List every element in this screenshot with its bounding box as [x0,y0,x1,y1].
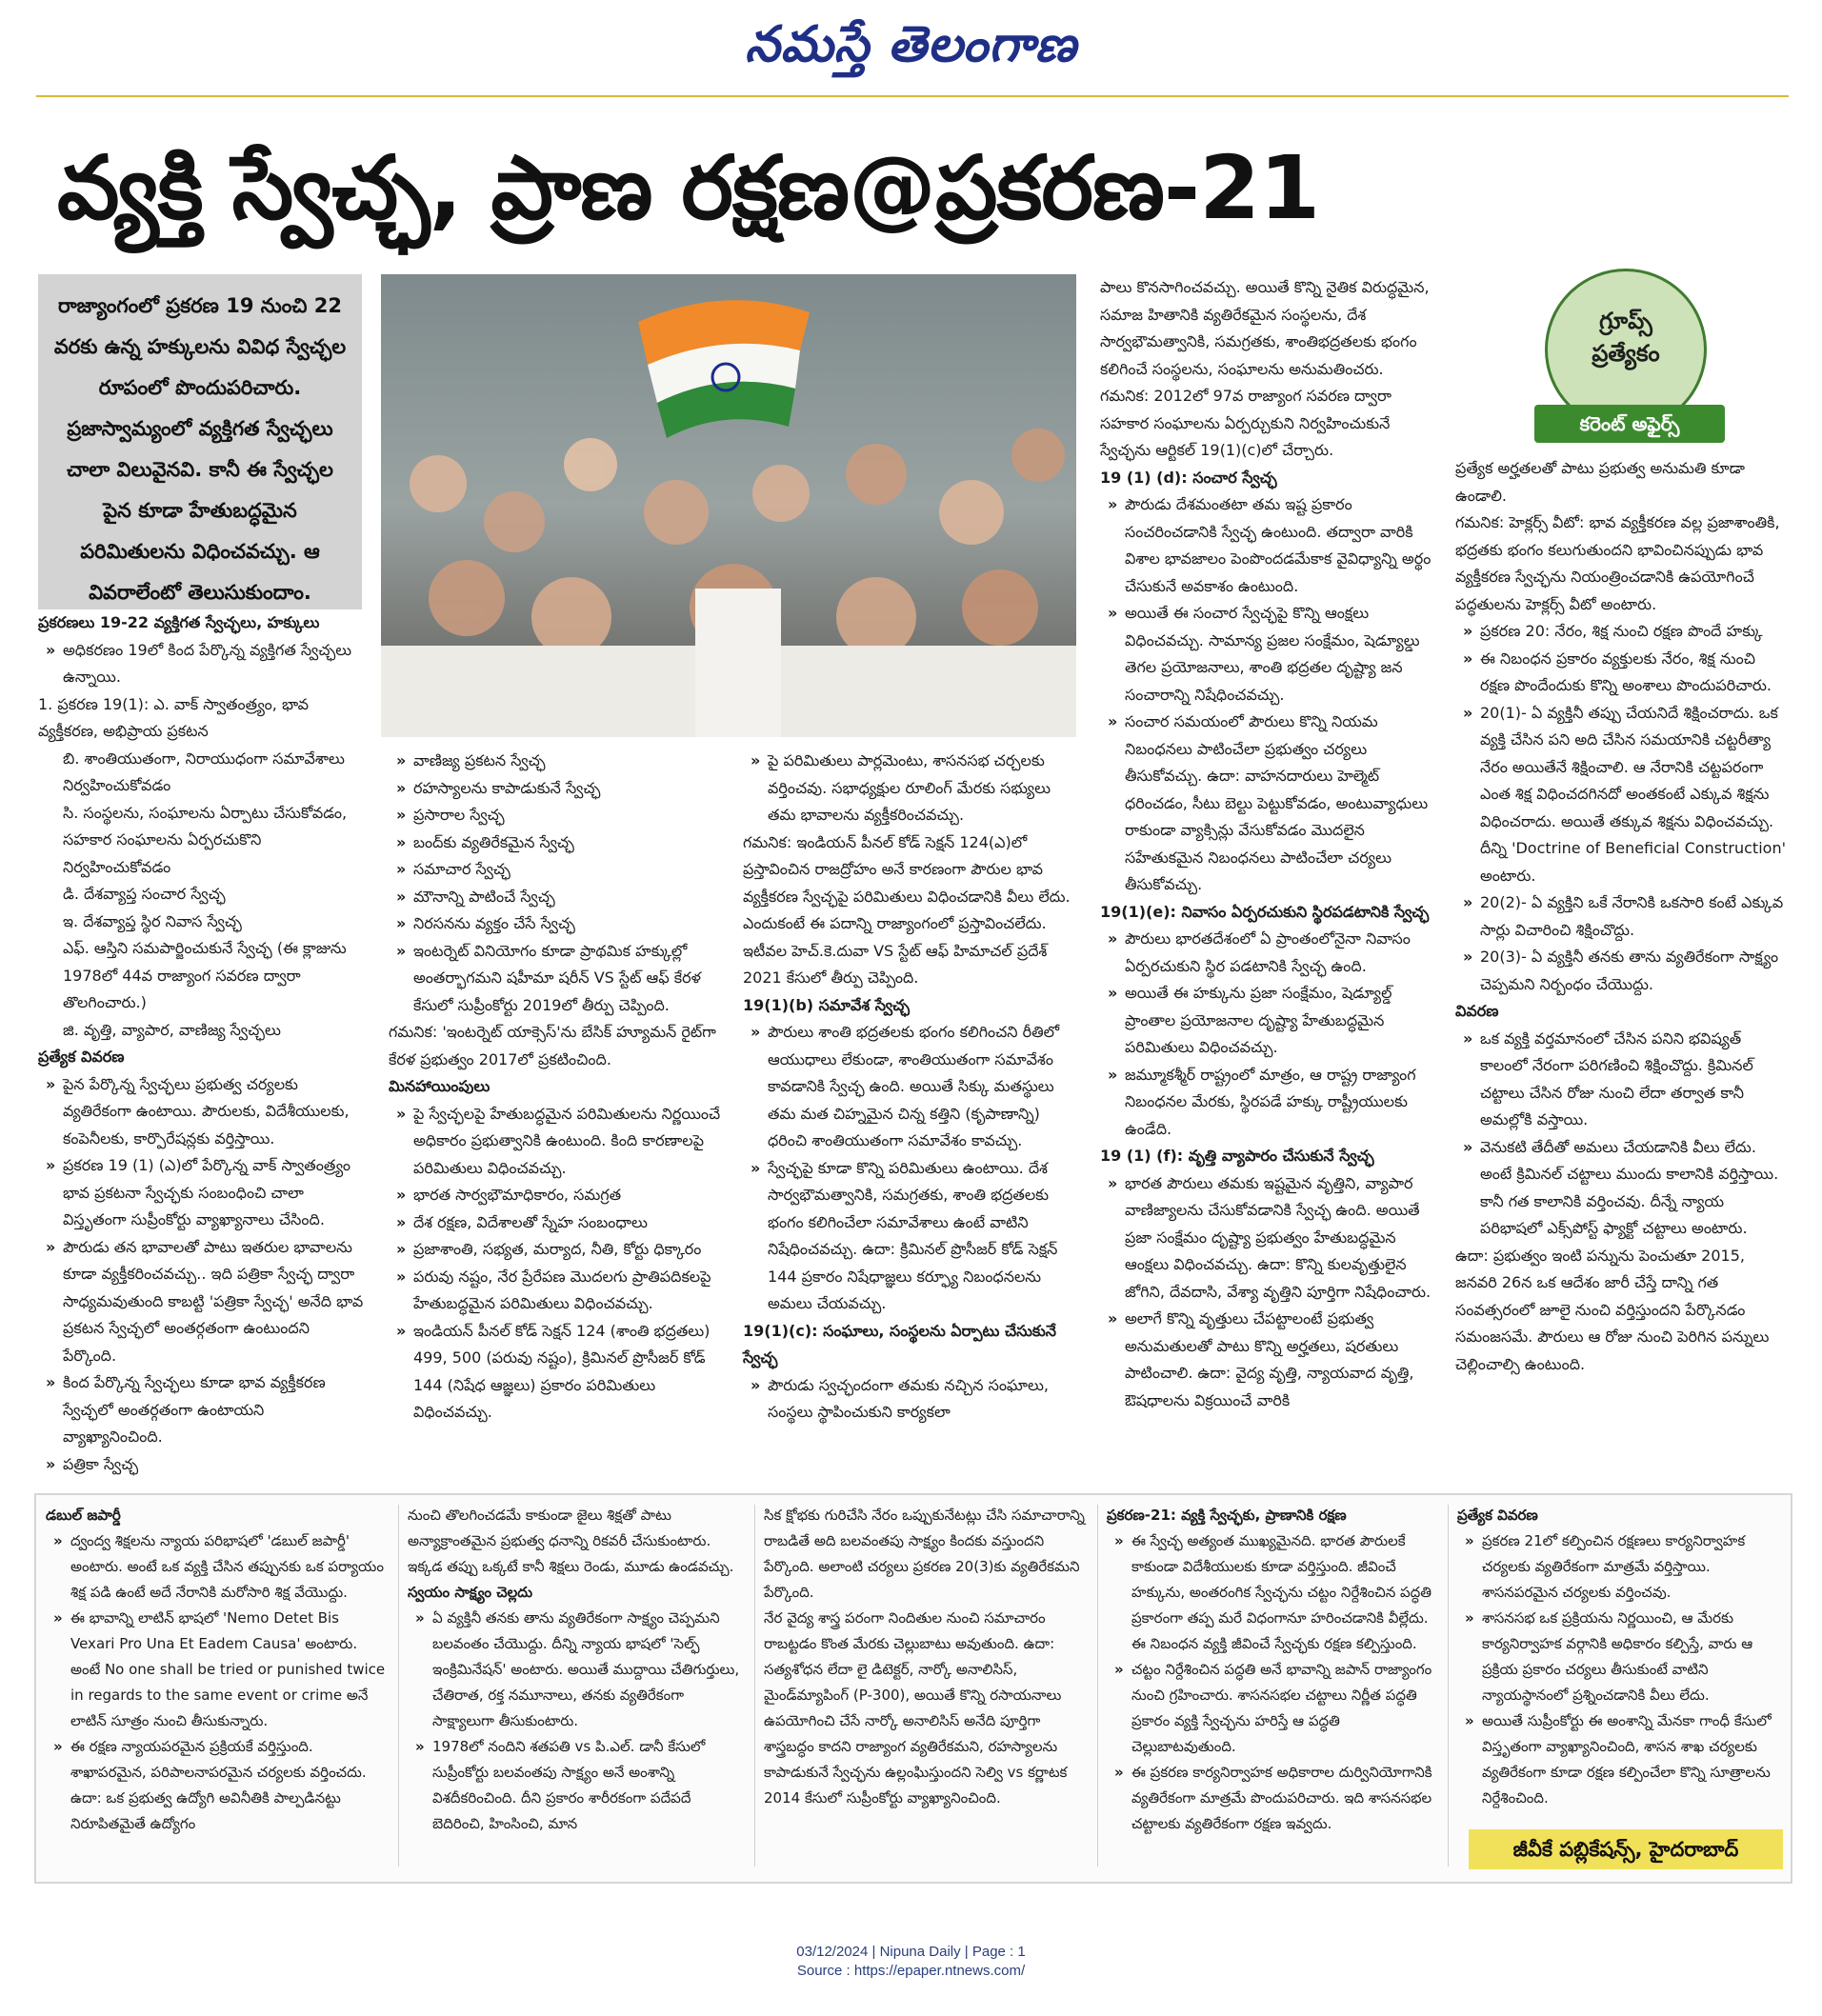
col1-item: ఇ. దేశవ్యాప్త స్థిర నివాస స్వేచ్ఛ [63,911,242,930]
col5-heading: వివరణ [1455,1002,1499,1020]
masthead [0,8,1822,84]
bottom-text: నేర వైద్య శాస్త్ర పరంగా నిందితుల నుంచి సమాచారం రాబట్టడం కొంత మేరకు చెల్లుబాటు అవుతుంది. ఉదా: సత్యశోధన లేదా లై డిటెక్టర్, నార్కో అనాలిసిస్, మైండ్‌మ్యాపింగ్ (P-300), అయితే కొన్ని రసాయనాలు ఉపయోగించి చేసే నార్కో అనాలిసిస్ అనేది పూర్తిగా శాస్త్రబద్ధం కాదని రాజ్యాంగ వ్యతిరేకమని, రహస్యాలను కాపాడుకునే స్వేచ్ఛను ఉల్లంఘిస్తుందని సెల్వి vs కర్ణాటక 2014 కేసులో సుప్రీంకోర్టు వ్యాఖ్యానించింది. [764,1609,1068,1806]
bottom-bullet: » ప్రకరణ 21లో కల్పించిన రక్షణలు కార్యనిర్వాహక చర్యలకు వ్యతిరేకంగా మాత్రమే వర్తిస్తాయి. శాసనపరమైన చర్యలకు వర్తించవు. [1457,1528,1781,1606]
intro-box [38,274,362,609]
col2-bullet: » బంద్‌కు వ్యతిరేకమైన స్వేచ్ఛ [389,829,727,857]
col2-bullet: » భారత సార్వభౌమాధికారం, సమగ్రత [389,1182,727,1209]
col5-bullet: » ప్రకరణ 20: నేరం, శిక్ష నుంచి రక్షణ పొందే హక్కు [1455,618,1789,646]
footer-source-link[interactable]: Source : https://epaper.ntnews.com/ [796,1963,1026,1979]
col3-bullet: » స్వేచ్ఛపై కూడా కొన్ని పరిమితులు ఉంటాయి. దేశ సార్వభౌమత్వానికి, సమగ్రతకు, శాంతి భద్రతలకు భంగం కలిగించేలా సమావేశాలు ఉంటే వాటిని నిషేధించవచ్చు. ఉదా: క్రిమినల్ ప్రొసీజర్ కోడ్ సెక్షన్ 144 ప్రకారం నిషేధాజ్ఞలు కర్ఫ్యూ నిబంధనలను అమలు చేయవచ్చు. [743,1155,1081,1318]
bottom-bullet: » ఈ రక్షణ న్యాయపరమైన ప్రక్రియకే వర్తిస్తుంది. శాఖాపరమైన, పరిపాలనాపరమైన చర్యలకు వర్తించదు. ఉదా: ఒక ప్రభుత్వ ఉద్యోగి అవినీతికి పాల్పడినట్టు నిరూపితమైతే ఉద్యోగం [46,1734,387,1837]
col4-heading: 19(1)(e): నివాసం ఏర్పరచుకుని స్థిరపడటానికి స్వేచ్ఛ [1100,902,1430,921]
col5-bullet: » వెనుకటి తేదీతో అమలు చేయడానికి వీలు లేదు. అంటే క్రిమినల్ చట్టాలు ముందు కాలానికి వర్తిస్తాయి. కానీ గత కాలానికి వర్తించవు. దీన్నే న్యాయ పరిభాషలో ఎక్స్‌పోస్ట్ ఫ్యాక్టో చట్టాలు అంటారు. [1455,1134,1789,1243]
col4-bullet: » భారత పౌరులు తమకు ఇష్టమైన వృత్తిని, వ్యాపార వాణిజ్యాలను చేసుకోవడానికి స్వేచ్ఛ ఉంది. అయితే ప్రజా సంక్షేమం దృష్ట్యా ప్రభుత్వం హేతుబద్ధమైన ఆంక్షలు విధించవచ్చు. ఉదా: కొన్ని కులవృత్తులైన జోగిని, దేవదాసి, వేశ్యా వృత్తిని పూర్తిగా నిషేధించారు. [1100,1170,1438,1307]
col5-example: ఉదా: ప్రభుత్వం ఇంటి పన్నును పెంచుతూ 2015, జనవరి 26న ఒక ఆదేశం జారీ చేస్తే దాన్ని గత సంవత్సరంలో జూలై నుంచి వర్తిస్తుందని పేర్కొనడం సమంజసమే. పౌరులు ఆ రోజు నుంచి పెరిగిన పన్నులు చెల్లించాల్సి ఉంటుంది. [1455,1246,1770,1373]
col2-bullet: » దేశ రక్షణ, విదేశాలతో స్నేహ సంబంధాలు [389,1209,727,1237]
col3-note: గమనిక: ఇండియన్ పీనల్ కోడ్ సెక్షన్ 124(ఎ)లో ప్రస్తావించిన రాజద్రోహం అనే కారణంగా పౌరుల భావ వ్యక్తీకరణ స్వేచ్ఛపై పరిమితులు విధించడానికి వీలు లేదు. ఎందుకంటే ఈ పదాన్ని రాజ్యాంగంలో ప్రస్తావించలేదు. ఇటీవల హెచ్.కె.దువా VS స్టేట్ ఆఫ్ హిమాచల్ ప్రదేశ్ 2021 కేసులో తీర్పు చెప్పింది. [743,832,1071,987]
col2-bullet: » ప్రజాశాంతి, సభ్యత, మర్యాద, నీతి, కోర్టు ధిక్కారం [389,1236,727,1264]
badge-line1: గ్రూప్స్ [1599,308,1652,334]
crowd-photo-illustration [381,274,1076,737]
column-3 [743,748,1081,1427]
col1-item: బి. శాంతియుతంగా, నిరాయుధంగా సమావేశాలు నిర్వహించుకోవడం [63,749,345,794]
col1-bullet: » కింద పేర్కొన్న స్వేచ్ఛలు కూడా భావ వ్యక్తీకరణ స్వేచ్ఛలో అంతర్గతంగా ఉంటాయని వ్యాఖ్యానించింది. [38,1369,367,1451]
col4-bullet: » సంచార సమయంలో పౌరులు కొన్ని నియమ నిబంధనలు పాటించేలా ప్రభుత్వం చర్యలు తీసుకోవచ్చు. ఉదా: వాహనదారులు హెల్మెట్ ధరించడం, సీటు బెల్టు పెట్టుకోవడం, అంటువ్యాధులు రాకుండా వ్యాక్సిన్లు వేసుకోవడం మొదలైన సహేతుకమైన నిబంధనలు పాటించేలా చర్యలు తీసుకోవచ్చు. [1100,709,1438,899]
groups-special-badge [1545,269,1707,435]
bottom-heading: స్వయం సాక్ష్యం చెల్లదు [408,1584,533,1601]
col5-note: గమనిక: హెక్లర్స్ వీటో: భావ వ్యక్తీకరణ వల్ల ప్రజాశాంతికి, భద్రతకు భంగం కలుగుతుందని భావించినప్పుడు భావ వ్యక్తీకరణ స్వేచ్ఛను నియంత్రించడానికి ఉపయోగించే పద్ధతులను హెక్లర్స్ వీటో అంటారు. [1455,513,1780,613]
bottom-col-4 [1107,1503,1438,1837]
col5-bullet: » 20(2)- ఏ వ్యక్తిని ఒకే నేరానికి ఒకసారి కంటే ఎక్కువ సార్లు విచారించి శిక్షించొద్దు. [1455,889,1789,944]
intro-text: రాజ్యాంగంలో ప్రకరణ 19 నుంచి 22 వరకు ఉన్న హక్కులను వివిధ స్వేచ్ఛల రూపంలో పొందుపరిచారు. ప్రజాస్వామ్యంలో వ్యక్తిగత స్వేచ్ఛలు చాలా విలువైనవి. కానీ ఈ స్వేచ్ఛల పైన కూడా హేతుబద్ధమైన పరిమితులను విధించవచ్చు. ఆ వివరాలేంటో తెలుసుకుందాం. [53,294,347,604]
col4-bullet: » అలాగే కొన్ని వృత్తులు చేపట్టాలంటే ప్రభుత్వ అనుమతులతో పాటు కొన్ని అర్హతలు, షరతులు పాటించాలి. ఉదా: వైద్య వృత్తి, న్యాయవాద వృత్తి, ఔషధాలను విక్రయించే వారికి [1100,1306,1438,1414]
column-1 [38,609,367,1478]
col2-bullet: » ఇంటర్నెట్ వినియోగం కూడా ప్రాథమిక హక్కుల్లో అంతర్భాగమని షహీమా షరీన్ VS స్టేట్ ఆఫ్ కేరళ కేసులో సుప్రీంకోర్టు 2019లో తీర్పు చెప్పింది. [389,938,727,1020]
col1-list-head: 1. ప్రకరణ 19(1): ఎ. వాక్ స్వాతంత్ర్యం, భావ వ్యక్తీకరణ, అభిప్రాయ ప్రకటన [38,694,309,740]
bottom-heading: డబుల్ జపార్డీ [46,1507,121,1524]
col2-bullet: » రహస్యాలను కాపాడుకునే స్వేచ్ఛ [389,775,727,803]
bottom-bullet: » ఈ ప్రకరణ కార్యనిర్వాహక అధికారాల దుర్వినియోగానికి వ్యతిరేకంగా మాత్రమే పొందుపరిచారు. ఇది శాసనసభల చట్టాలకు వ్యతిరేకంగా రక్షణ ఇవ్వదు. [1107,1760,1438,1837]
col2-bullet: » మౌనాన్ని పాటించే స్వేచ్ఛ [389,884,727,911]
col5-bullet: » ఈ నిబంధన ప్రకారం వ్యక్తులకు నేరం, శిక్ష నుంచి రక్షణ పొందేందుకు కొన్ని అంశాలు పొందుపరిచారు. [1455,646,1789,700]
masthead-title: నమస్తే తెలంగాణ [745,15,1077,73]
bottom-col-3 [764,1503,1088,1811]
col3-bullet: » పై పరిమితులు పార్లమెంటు, శాసనసభ చర్చలకు వర్తించవు. సభాధ్యక్షుల రూలింగ్ మేరకు సభ్యులు తమ భావాలను వ్యక్తీకరించవచ్చు. [743,748,1081,829]
bottom-bullet: » ఈ స్వేచ్ఛ అత్యంత ముఖ్యమైనది. భారత పౌరులకే కాకుండా విదేశీయులకు కూడా వర్తిస్తుంది. జీవించే హక్కును, అంతరంగిక స్వేచ్ఛను చట్టం నిర్దేశించిన పద్ధతి ప్రకారంగా తప్ప మరే విధంగానూ హరించడానికి వీల్లేదు. ఈ నిబంధన వ్యక్తి జీవించే స్వేచ్ఛకు రక్షణ కల్పిస్తుంది. [1107,1528,1438,1657]
tricolor-flag-icon [638,300,810,438]
crowd-flag-photo [381,274,1076,737]
bottom-col-2 [408,1503,743,1837]
badge-line2: ప్రత్యేకం [1592,340,1660,367]
column-divider [398,1505,399,1866]
col3-heading: 19(1)(c): సంఘాలు, సంస్థలను ఏర్పాటు చేసుకునే స్వేచ్ఛ [743,1321,1056,1367]
bottom-bullet: » ఈ భావాన్ని లాటిన్ భాషలో 'Nemo Detet Bis Vexari Pro Una Et Eadem Causa' అంటారు. అంటే No one shall be tried or punished twice in regards to the same event or crime అనే లాటిన్ సూత్రం నుంచి తీసుకున్నారు. [46,1606,387,1734]
bottom-col-1 [46,1503,387,1837]
col5-bullet: » 20(3)- ఏ వ్యక్తినీ తనకు తాను వ్యతిరేకంగా సాక్ష్యం చెప్పమని నిర్బంధం చేయొద్దు. [1455,944,1789,998]
col2-heading: మినహాయింపులు [389,1077,491,1095]
col5-bullet: » ఒక వ్యక్తి వర్తమానంలో చేసిన పనిని భవిష్యత్ కాలంలో నేరంగా పరిగణించి శిక్షించొద్దు. క్రిమినల్ చట్టాలు చేసిన రోజు నుంచి లేదా తర్వాత కానీ అమల్లోకి వస్తాయి. [1455,1026,1789,1134]
bottom-bullet: » ద్వంద్వ శిక్షలను న్యాయ పరిభాషలో 'డబుల్ జపార్డీ' అంటారు. అంటే ఒక వ్యక్తి చేసిన తప్పునకు ఒక పర్యాయం శిక్ష పడి ఉంటే అదే నేరానికి మరోసారి శిక్ష వేయొద్దు. [46,1528,387,1606]
column-divider [1448,1505,1449,1866]
col4-bullet: » అయితే ఈ సంచార స్వేచ్ఛపై కొన్ని ఆంక్షలు విధించవచ్చు. సామాన్య ప్రజల సంక్షేమం, షెడ్యూల్డు తెగల ప్రయోజనాలు, శాంతి భద్రతల దృష్ట్యా జన సంచారాన్ని నిషేధించవచ్చు. [1100,600,1438,709]
column-divider [1097,1505,1098,1866]
col1-bullet: » పౌరుడు తన భావాలతో పాటు ఇతరుల భావాలను కూడా వ్యక్తీకరించవచ్చు.. ఇది పత్రికా స్వేచ్ఛ ద్వారా సాధ్యమవుతుంది కాబట్టి 'పత్రికా స్వేచ్ఛ' అనేది భావ ప్రకటన స్వేచ్ఛలో అంతర్గతంగా ఉంటుందని పేర్కొంది. [38,1234,367,1370]
col1-item: డి. దేశవ్యాప్త సంచార స్వేచ్ఛ [63,885,226,903]
bottom-bullet: » చట్టం నిర్దేశించిన పద్ధతి అనే భావాన్ని జపాన్ రాజ్యాంగం నుంచి గ్రహించారు. శాసనసభల చట్టాలు నిర్ణీత పద్ధతి ప్రకారం వ్యక్తి స్వేచ్ఛను హరిస్తే ఆ పద్ధతి చెల్లుబాటవుతుంది. [1107,1657,1438,1760]
col1-item: సి. సంస్థలను, సంఘాలను ఏర్పాటు చేసుకోవడం, సహకార సంఘాలను ఏర్పరచుకొని నిర్వహించుకోవడం [63,803,348,876]
bottom-bullet: » ఏ వ్యక్తినీ తనకు తాను వ్యతిరేకంగా సాక్ష్యం చెప్పమని బలవంతం చేయొద్దు. దీన్ని న్యాయ భాషలో 'సెల్ఫ్ ఇంక్రిమినేషన్' అంటారు. అయితే ముద్దాయి చేతిగుర్తులు, చేతిరాత, రక్త నమూనాలు, తనకు వ్యతిరేకంగా సాక్ష్యాలుగా తీసుకుంటారు. [408,1606,743,1734]
col1-item: జి. వృత్తి, వ్యాపార, వాణిజ్య స్వేచ్ఛలు [63,1020,281,1039]
col1-heading: ప్రకరణలు 19-22 వ్యక్తిగత స్వేచ్ఛలు, హక్కులు [38,613,320,631]
col2-bullet: » ఇండియన్ పీనల్ కోడ్ సెక్షన్ 124 (శాంతి భద్రతలు) 499, 500 (పరువు నష్టం), క్రిమినల్ ప్రొసీజర్ కోడ్ 144 (నిషేధ ఆజ్ఞలు) ప్రకారం పరిమితులు విధించవచ్చు. [389,1318,727,1427]
col5-lead: ప్రత్యేక అర్హతలతో పాటు ప్రభుత్వ అనుమతి కూడా ఉండాలి. [1455,459,1745,505]
masthead-rule [36,95,1789,97]
col2-bullet: » ప్రసారాల స్వేచ్ఛ [389,802,727,829]
col2-bullet: » పై స్వేచ్ఛలపై హేతుబద్ధమైన పరిమితులను నిర్ణయించే అధికారం ప్రభుత్వానికి ఉంటుంది. కింది కారణాలపై పరిమితులు విధించవచ్చు. [389,1101,727,1183]
col1-lead: » అధికరణం 19లో కింద పేర్కొన్న వ్యక్తిగత స్వేచ్ఛలు ఉన్నాయి. [38,637,367,691]
col2-note: గమనిక: 'ఇంటర్నెట్ యాక్సెస్'ను బేసిక్ హ్యూమన్ రైట్‌గా కేరళ ప్రభుత్వం 2017లో ప్రకటించింది. [389,1023,716,1068]
col3-heading: 19(1)(b) సమావేశ స్వేచ్ఛ [743,995,911,1014]
col4-bullet: » జమ్మూకశ్మీర్ రాష్ట్రంలో మాత్రం, ఆ రాష్ట్ర రాజ్యాంగ నిబంధనల మేరకు, స్థిరపడే హక్కు రాష్ట్రీయులకు ఉండేది. [1100,1062,1438,1144]
headline: వ్యక్తి స్వేచ్ఛ, ప్రాణ రక్షణ@ప్రకరణ-21 [57,137,1320,239]
bottom-lead: సిక క్షోభకు గురిచేసి నేరం ఒప్పుకునేటట్లు చేసి సమాచారాన్ని రాబడితే అది బలవంతపు సాక్ష్యం కిందకు వస్తుందని పేర్కొంది. అలాంటి చర్యలు ప్రకరణ 20(3)కు వ్యతిరేకమని పేర్కొంది. [764,1507,1085,1601]
col1-bullet: » పైన పేర్కొన్న స్వేచ్ఛలు ప్రభుత్వ చర్యలకు వ్యతిరేకంగా ఉంటాయి. పౌరులకు, విదేశీయులకు, కంపెనీలకు, కార్పొరేషన్లకు వర్తిస్తాయి. [38,1071,367,1153]
col4-heading: 19 (1) (f): వృత్తి వ్యాపారం చేసుకునే స్వేచ్ఛ [1100,1147,1374,1165]
column-2 [389,748,727,1427]
col1-sub-heading: ప్రత్యేక వివరణ [38,1048,125,1066]
col1-item: ఎఫ్. ఆస్తిని సమపార్జించుకునే స్వేచ్ఛ (ఈ క్లాజును 1978లో 44వ రాజ్యాంగ సవరణ ద్వారా తొలగించారు.) [63,939,347,1011]
col2-bullet: » వాణిజ్య ప్రకటన స్వేచ్ఛ [389,748,727,775]
col5-bullet: » 20(1)- ఏ వ్యక్తినీ తప్పు చేయనిదే శిక్షించరాదు. ఒక వ్యక్తి చేసిన పని అది చేసిన సమయానికి చట్టరీత్యా నేరం అయితేనే శిక్షించాలి. ఆ నేరానికి చట్టపరంగా ఎంత శిక్ష విధించదగినదో అంతకంటే ఎక్కువ శిక్షను విధించరాదు. అయితే తక్కువ శిక్షను విధించవచ్చు. దీన్ని 'Doctrine of Beneficial Construction' అంటారు. [1455,700,1789,890]
col1-bullet: » ప్రకరణ 19 (1) (ఎ)లో పేర్కొన్న వాక్ స్వాతంత్ర్యం భావ ప్రకటనా స్వేచ్ఛకు సంబంధించి చాలా విస్తృతంగా సుప్రీంకోర్టు వ్యాఖ్యానాలు చేసింది. [38,1152,367,1234]
col4-bullet: » పౌరుడు దేశమంతటా తమ ఇష్ట ప్రకారం సంచరించడానికి స్వేచ్ఛ ఉంటుంది. తద్వారా వారికి విశాల భావజాలం పెంపొందడమేకాక వైవిధ్యాన్ని అర్థం చేసుకునే అవకాశం ఉంటుంది. [1100,491,1438,600]
bottom-bullet: » శాసనసభ ఒక ప్రక్రియను నిర్ణయించి, ఆ మేరకు కార్యనిర్వాహక వర్గానికి అధికారం కల్పిస్తే, వారు ఆ ప్రక్రియ ప్రకారం చర్యలు తీసుకుంటే వాటిని న్యాయస్థానంలో ప్రశ్నించడానికి వీలు లేదు. [1457,1606,1781,1708]
bottom-lead: నుంచి తొలగించడమే కాకుండా జైలు శిక్షతో పాటు అన్యాక్రాంతమైన ప్రభుత్వ ధనాన్ని రికవరీ చేసుకుంటారు. ఇక్కడ తప్పు ఒక్కటే కానీ శిక్షలు రెండు, మూడు ఉండవచ్చు. [408,1507,734,1575]
col4-bullet: » అయితే ఈ హక్కును ప్రజా సంక్షేమం, షెడ్యూల్డ్ ప్రాంతాల ప్రయోజనాల దృష్ట్యా హేతుబద్ధమైన పరిమితులు విధించవచ్చు. [1100,980,1438,1062]
col4-lead: పాలు కొనసాగించవచ్చు. అయితే కొన్ని నైతిక విరుద్ధమైన, సమాజ హితానికి వ్యతిరేకమైన సంస్థలను, దేశ సార్వభౌమత్వానికి, సమగ్రతకు, శాంతిభద్రతలకు భంగం కలిగించే సంస్థలను, సంఘాలను అనుమతించరు. [1100,278,1430,378]
footer-date-line: 03/12/2024 | Nipuna Daily | Page : 1 [796,1944,1026,1960]
column-5 [1455,455,1789,1378]
bottom-heading: ప్రత్యేక వివరణ [1457,1507,1538,1524]
col2-bullet: » పరువు నష్టం, నేర ప్రేరేపణ మొదలగు ప్రాతిపదికలపై హేతుబద్ధమైన పరిమితులు విధించవచ్చు. [389,1264,727,1318]
publisher-tag: జీవీకే పబ్లికేషన్స్, హైదరాబాద్ [1469,1829,1783,1869]
bottom-heading: ప్రకరణ-21: వ్యక్తి స్వేచ్ఛకు, ప్రాణానికి రక్షణ [1107,1507,1347,1524]
col2-bullet: » నిరసనను వ్యక్తం చేసే స్వేచ్ఛ [389,910,727,938]
col4-note: గమనిక: 2012లో 97వ రాజ్యాంగ సవరణ ద్వారా సహకార సంఘాలను ఏర్పర్చుకుని నిర్వహించుకునే స్వేచ్ఛను ఆర్టికల్ 19(1)(c)లో చేర్చారు. [1100,387,1392,459]
col3-bullet: » పౌరులు శాంతి భద్రతలకు భంగం కలిగించని రీతిలో ఆయుధాలు లేకుండా, శాంతియుతంగా సమావేశం కావడానికి స్వేచ్ఛ ఉంది. అయితే సిక్కు మతస్థులు తమ మత చిహ్నమైన చిన్న కత్తిని (కృపాణాన్ని) ధరించి శాంతియుతంగా సమావేశం కావచ్చు. [743,1019,1081,1155]
page-footer [0,1943,1822,1981]
col1-bullet: » పత్రికా స్వేచ్ఛ [38,1451,367,1479]
column-4 [1100,274,1438,1414]
bottom-bullet: » 1978లో నందిని శతపతి vs పి.ఎల్. డానీ కేసులో సుప్రీంకోర్టు బలవంతపు సాక్ష్యం అనే అంశాన్ని విశదీకరించింది. దీని ప్రకారం శారీరకంగా పదేపదే బెదిరించి, హింసించి, మాన [408,1734,743,1837]
bottom-col-5 [1457,1503,1781,1811]
col4-bullet: » పౌరులు భారతదేశంలో ఏ ప్రాంతంలోనైనా నివాసం ఏర్పరచుకుని స్థిర పడటానికి స్వేచ్ఛ ఉంది. [1100,926,1438,980]
bottom-bullet: » అయితే సుప్రీంకోర్టు ఈ అంశాన్ని మేనకా గాంధీ కేసులో విస్తృతంగా వ్యాఖ్యానించింది, శాసన శాఖ చర్యలకు వ్యతిరేకంగా కూడా రక్షణ కల్పించేలా కొన్ని సూత్రాలను నిర్దేశించింది. [1457,1708,1781,1811]
col4-heading: 19 (1) (d): సంచార స్వేచ్ఛ [1100,468,1277,487]
col3-bullet: » పౌరుడు స్వచ్ఛందంగా తమకు నచ్చిన సంఘాలు, సంస్థలు స్థాపించుకుని కార్యకలా [743,1372,1081,1427]
badge-current-affairs: కరెంట్ అఫైర్స్ [1534,405,1725,443]
col2-bullet: » సమాచార స్వేచ్ఛ [389,856,727,884]
column-divider [754,1505,755,1866]
